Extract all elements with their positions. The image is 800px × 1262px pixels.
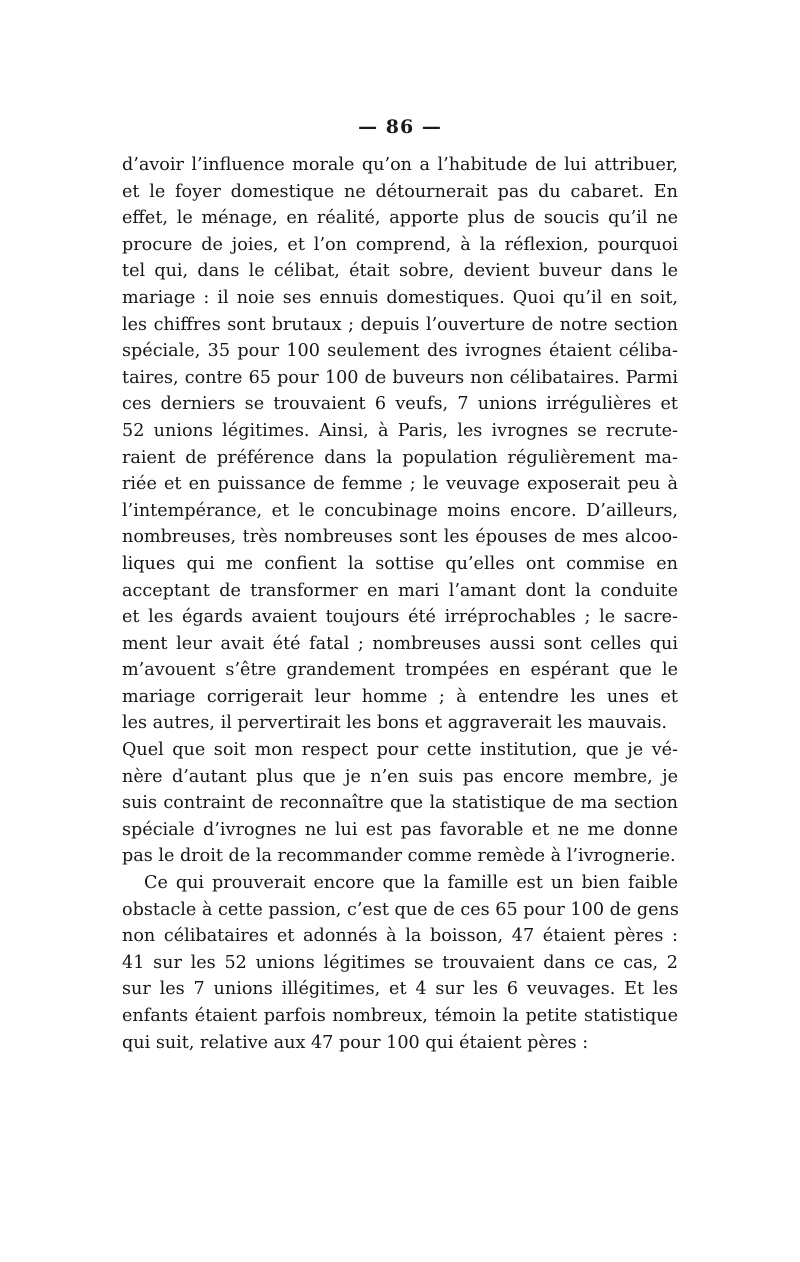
text-line: Ce qui prouverait encore que la famille est un bien faible [144, 873, 678, 894]
text-line: et les égards avaient toujours été irréprochables ; le sacre- [122, 607, 678, 628]
text-line: enfants étaient parfois nombreux, témoin la petite statistique [122, 1006, 678, 1026]
text-line: liques qui me confient la sottise qu’elles ont commise en [122, 553, 678, 574]
text-line: ces derniers se trouvaient 6 veufs, 7 unions irrégulières et [122, 394, 678, 415]
text-line: riée et en puissance de femme ; le veuvage exposerait peu à [122, 474, 678, 495]
text-line: nombreuses, très nombreuses sont les épouses de mes alcoo- [122, 527, 678, 548]
text-line: nère d’autant plus que je n’en suis pas encore membre, je [122, 766, 678, 787]
text-line: obstacle à cette passion, c’est que de ces 65 pour 100 de gens [122, 899, 679, 920]
text-line: mariage : il noie ses ennuis domestiques. Quoi qu’il en soit, [122, 287, 678, 308]
text-line: ment leur avait été fatal ; nombreuses aussi sont celles qui [122, 633, 678, 654]
text-line: effet, le ménage, en réalité, apporte plus de soucis qu’il ne [122, 208, 678, 229]
body-text [122, 152, 678, 1056]
text-line: raient de préférence dans la population régulièrement ma- [122, 447, 678, 468]
text-line: acceptant de transformer en mari l’amant dont la conduite [122, 580, 678, 601]
text-line: les chiffres sont brutaux ; depuis l’ouverture de notre section [122, 314, 678, 335]
text-line: d’avoir l’influence morale qu’on a l’habitude de lui attribuer, [122, 155, 678, 175]
text-line: taires, contre 65 pour 100 de buveurs non célibataires. Parmi [122, 367, 678, 388]
page-number: — 86 — [358, 116, 442, 138]
text-line: spéciale d’ivrognes ne lui est pas favorable et ne me donne [122, 819, 678, 840]
text-line: tel qui, dans le célibat, était sobre, devient buveur dans le [122, 261, 678, 282]
text-line: spéciale, 35 pour 100 seulement des ivrognes étaient céliba- [122, 341, 678, 362]
text-line: m’avouent s’être grandement trompées en espérant que le [122, 660, 678, 681]
text-line: procure de joies, et l’on comprend, à la réflexion, pourquoi [122, 234, 678, 255]
text-line: sur les 7 unions illégitimes, et 4 sur les 6 veuvages. Et les [122, 979, 678, 1000]
text-line: suis contraint de reconnaître que la statistique de ma section [122, 793, 678, 814]
text-line: Quel que soit mon respect pour cette institution, que je vé- [122, 740, 678, 761]
text-line: pas le droit de la recommander comme remède à l’ivrognerie. [122, 846, 676, 867]
text-line: qui suit, relative aux 47 pour 100 qui étaient pères : [122, 1032, 589, 1053]
text-line: les autres, il pervertirait les bons et aggraverait les mauvais. [122, 713, 668, 734]
text-line: mariage corrigerait leur homme ; à entendre les unes et [122, 686, 678, 707]
text-line: 41 sur les 52 unions légitimes se trouvaient dans ce cas, 2 [122, 952, 678, 973]
text-line: l’intempérance, et le concubinage moins encore. D’ailleurs, [122, 500, 678, 521]
text-line: non célibataires et adonnés à la boisson, 47 étaient pères : [122, 926, 678, 947]
text-line: et le foyer domestique ne détournerait pas du cabaret. En [122, 181, 678, 202]
text-line: 52 unions légitimes. Ainsi, à Paris, les ivrognes se recrute- [122, 420, 678, 441]
